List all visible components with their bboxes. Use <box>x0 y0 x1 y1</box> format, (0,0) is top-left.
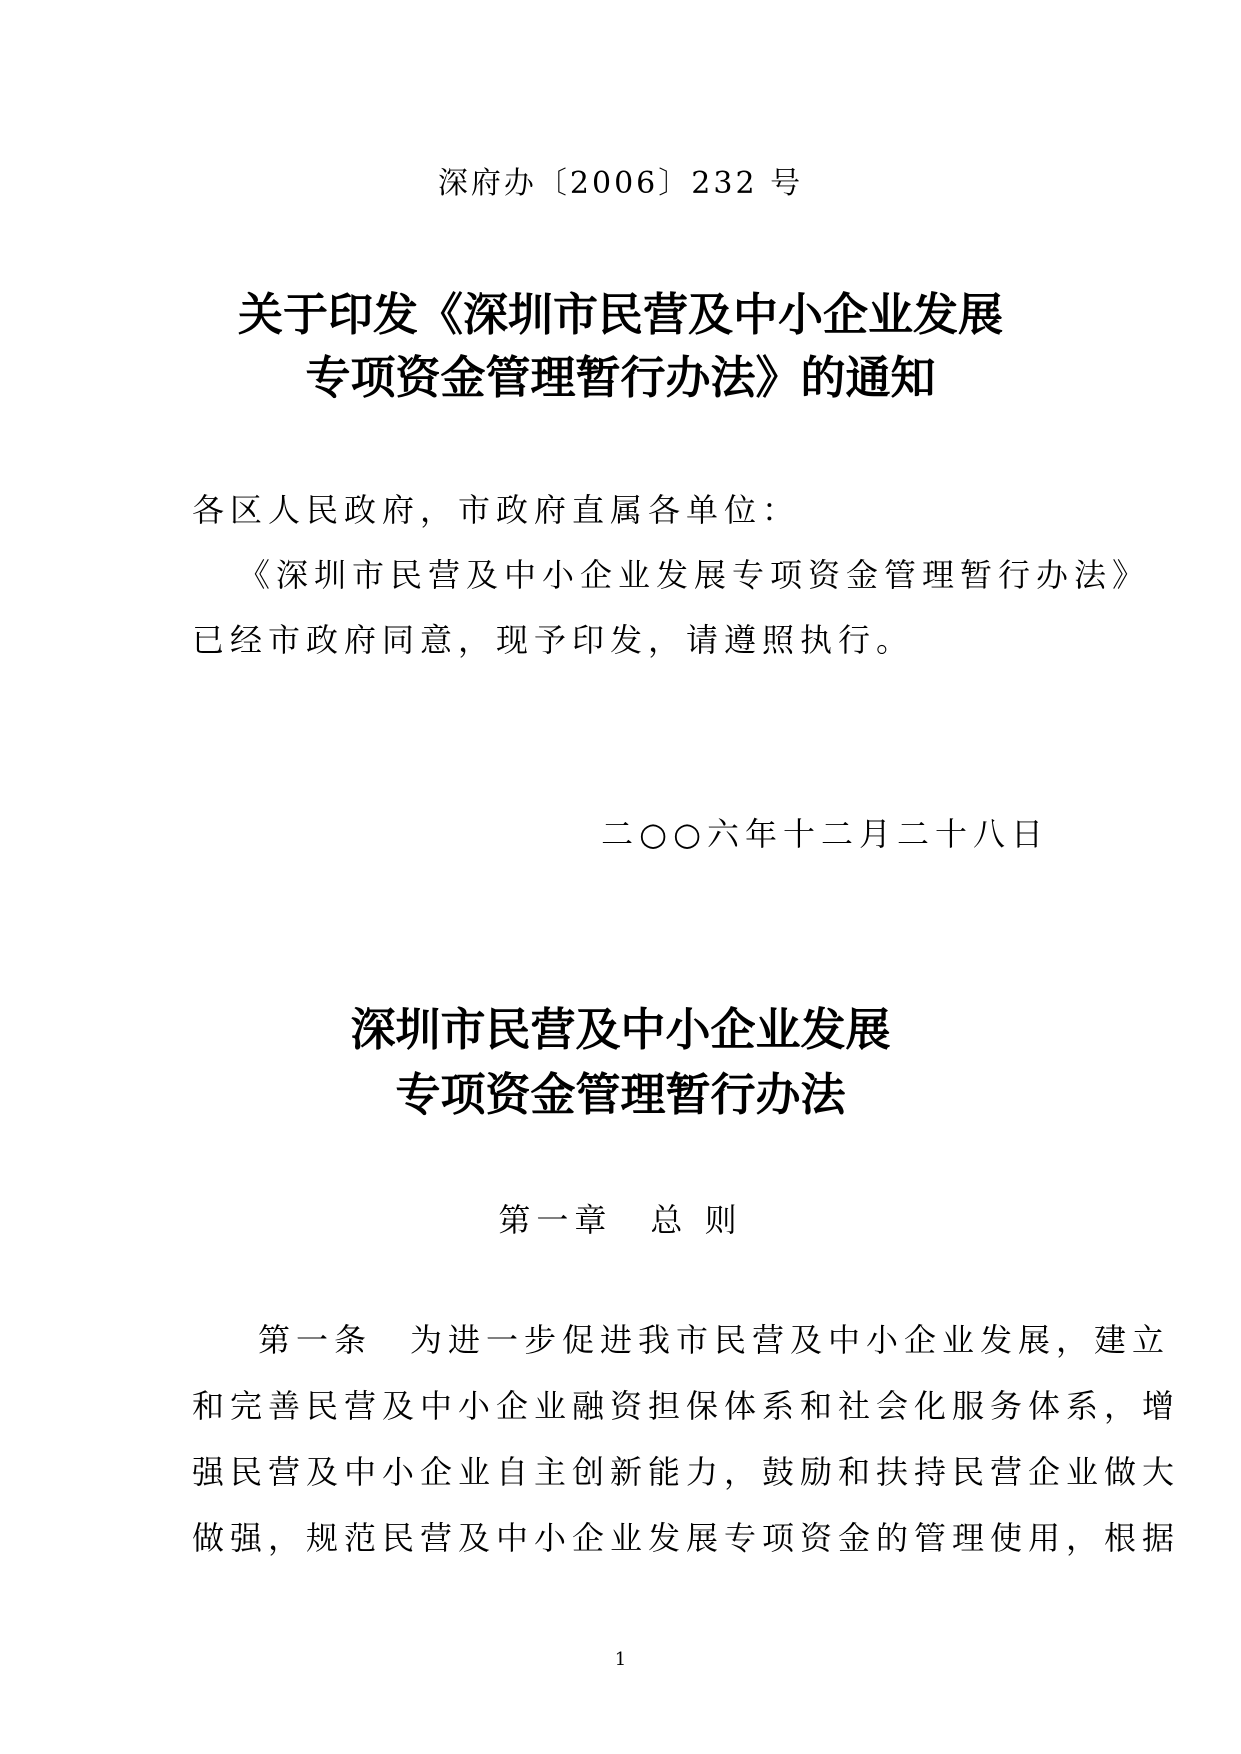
article-line-1: 第一条 为进一步促进我市民营及中小企业发展，建立 <box>258 1321 1171 1359</box>
notice-body-line-1: 《深圳市民营及中小企业发展专项资金管理暂行办法》 <box>238 556 1151 594</box>
article-line-3: 强民营及中小企业自主创新能力，鼓励和扶持民营企业做大 <box>192 1453 1181 1491</box>
issue-date: 二○○六年十二月二十八日 <box>601 815 1049 853</box>
addressee: 各区人民政府，市政府直属各单位： <box>192 491 801 529</box>
regulation-title-line-1: 深圳市民营及中小企业发展 <box>350 1003 891 1056</box>
article-line-4: 做强，规范民营及中小企业发展专项资金的管理使用，根据 <box>192 1519 1181 1557</box>
chapter-heading: 第一章 总 则 <box>498 1201 743 1239</box>
regulation-title-line-2: 专项资金管理暂行办法 <box>395 1068 846 1121</box>
notice-title-line-1: 关于印发《深圳市民营及中小企业发展 <box>237 288 1003 341</box>
page-number: 1 <box>614 1649 627 1670</box>
notice-title-line-2: 专项资金管理暂行办法》的通知 <box>305 351 936 404</box>
document-number: 深府办〔2006〕232 号 <box>437 166 804 201</box>
notice-body-line-2: 已经市政府同意，现予印发，请遵照执行。 <box>192 621 915 659</box>
article-line-2: 和完善民营及中小企业融资担保体系和社会化服务体系，增 <box>192 1387 1181 1425</box>
